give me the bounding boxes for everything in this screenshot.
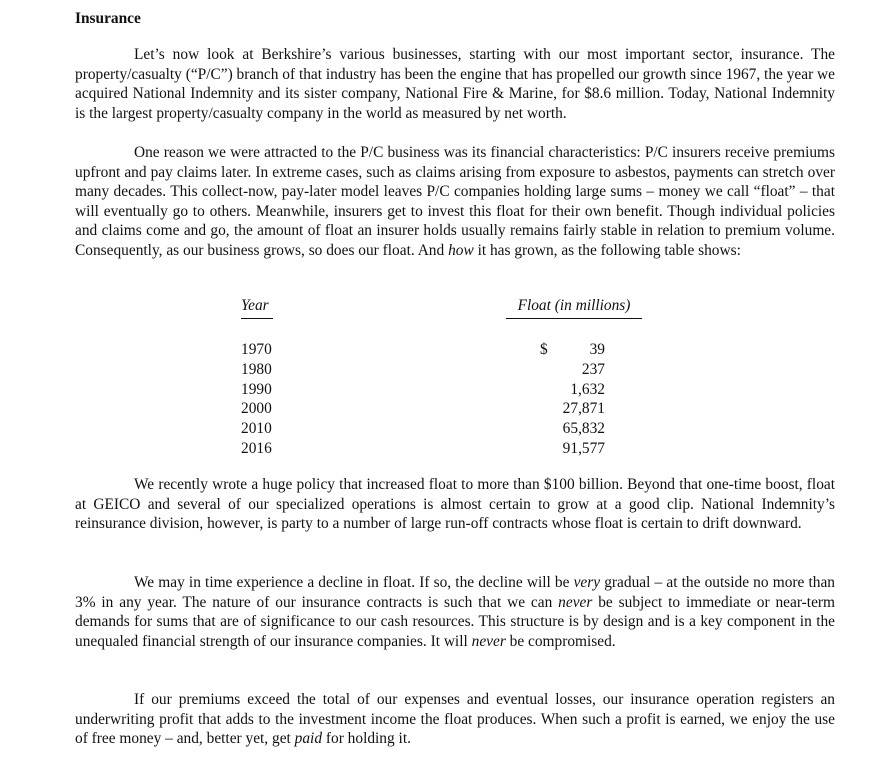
paragraph-4-text-d: be compromised. [505, 632, 616, 650]
paragraph-5 [75, 690, 835, 749]
paragraph-4-emphasis-2: never [558, 593, 593, 611]
year-column [241, 340, 301, 459]
paragraph-4-emphasis-3: never [471, 632, 506, 650]
paragraph-4 [75, 573, 835, 651]
table-header-year: Year [241, 296, 273, 319]
paragraph-2 [75, 143, 835, 261]
paragraph-2-text-a: One reason we were attracted to the P/C business was its financial characteristics: P/C insurers receive premiums upfront and pay claims later. In extreme cases, such as claims arising from exposure to asbestos, payments can stretch over many decades. This collect-now, pay-later model leaves P/C companies holding large sums – money we call “float” – that will eventually go to others. Meanwhile, insurers get to invest this float for their own benefit. Though individual policies and claims come and go, the amount of float an insurer holds usually remains fairly stable in relation to premium volume. Consequently, as our business grows, so does our float. And [75, 144, 835, 259]
paragraph-5-text-b: for holding it. [322, 730, 411, 748]
paragraph-3: We recently wrote a huge policy that increased float to more than $100 billion. Beyond that one-time boost, float at GEICO and several of our specialized operations is almost certain to grow at a good clip. National Indemnity’s reinsurance division, however, is party to a number of large run-off contracts whose float is certain to drift downward. [75, 476, 835, 533]
table-cell-float: 1,632 [570, 380, 605, 398]
table-cell-float: 39 [589, 341, 605, 358]
paragraph-5-text-a: If our premiums exceed the total of our expenses and eventual losses, our insurance operation registers an underwriting profit that adds to the investment income the float produces. When such a profit is earned, we enjoy the use of free money – and, better yet, get [75, 691, 835, 748]
paragraph-5-emphasis: paid [294, 730, 323, 748]
table-cell-float: 27,871 [562, 400, 605, 418]
table-cell-year: 1990 [241, 380, 272, 398]
currency-symbol: $ [540, 341, 548, 358]
table-cell-year: 2010 [241, 420, 272, 438]
paragraph-1: Let’s now look at Berkshire’s various businesses, starting with our most important sector, insurance. The property/casualty (“P/C”) branch of that industry has been the engine that has propelled our growth since 1967, the year we acquired National Indemnity and its sister company, National Fire & Marine, for $8.6 million. Today, National Indemnity is the largest property/casualty company in the world as measured by net worth. [75, 46, 835, 122]
float-column [550, 340, 605, 459]
table-cell-year: 2016 [241, 439, 272, 457]
paragraph-4-text-c: be subject to immediate or near-term demands for sums that are of significance to our cash resources. This structure is by design and is a key component in the unequaled financial strength of our insurance companies. It will [75, 593, 835, 650]
section-heading: Insurance [75, 10, 141, 27]
table-cell-float: 65,832 [562, 420, 605, 438]
table-cell-float: 237 [581, 360, 605, 378]
table-cell-year: 1970 [241, 341, 272, 358]
paragraph-4-emphasis-1: very [573, 574, 601, 591]
table-cell-year: 2000 [241, 400, 272, 418]
paragraph-2-emphasis: how [448, 241, 474, 259]
table-cell-year: 1980 [241, 360, 272, 378]
table-header-float: Float (in millions) [506, 296, 642, 319]
table-cell-float: 91,577 [562, 439, 605, 457]
paragraph-2-text-b: it has grown, as the following table shows: [473, 241, 741, 259]
paragraph-4-text-a: We may in time experience a decline in float. If so, the decline will be [134, 574, 574, 591]
paragraph-4-text-b: gradual – at the outside no more than 3% in any year. The nature of our insurance contracts is such that we can [75, 574, 835, 611]
